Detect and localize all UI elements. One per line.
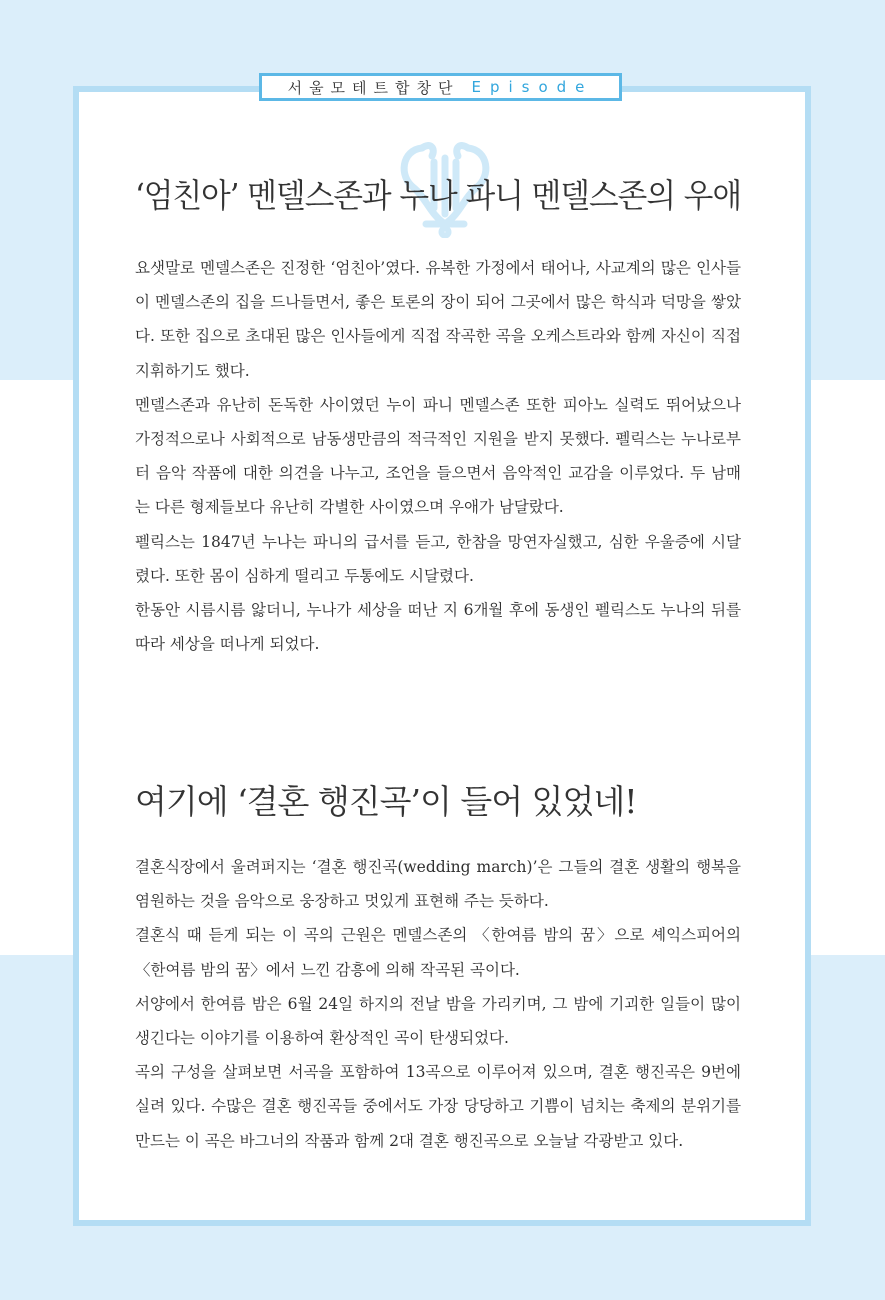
section2-title: 여기에 ‘결혼 행진곡’이 들어 있었네! <box>135 782 637 821</box>
section1-paragraph: 멘델스존과 유난히 돈독한 사이였던 누이 파니 멘델스존 또한 피아노 실력도 뛰어났으나 가정적으로나 사회적으로 남동생만큼의 적극적인 지원을 받지 못했다. 펠릭스는 누나로부터 음악 작품에 대한 의견을 나누고, 조언을 들으면서 음악적인 교감을 이루었다. 두 남매는 다른 형제들보다 유난히 각별한 사이였으며 우애가 남달랐다. <box>135 395 741 517</box>
section1-body <box>135 251 741 661</box>
section1-paragraph: 펠릭스는 1847년 누나는 파니의 급서를 듣고, 한참을 망연자실했고, 심한 우울증에 시달렸다. 또한 몸이 심하게 떨리고 두통에도 시달렸다. <box>135 532 741 585</box>
section1-title: ‘엄친아’ 멘델스존과 누나 파니 멘델스존의 우애 <box>135 176 742 215</box>
series-header <box>259 73 622 101</box>
section2-paragraph: 결혼식 때 듣게 되는 이 곡의 근원은 멘델스존의 〈한여름 밤의 꿈〉으로 셰익스피어의 〈한여름 밤의 꿈〉에서 느낀 감흥에 의해 작곡된 곡이다. <box>135 926 741 979</box>
section2-paragraph: 서양에서 한여름 밤은 6월 24일 하지의 전날 밤을 가리키며, 그 밤에 기괴한 일들이 많이 생긴다는 이야기를 이용하여 환상적인 곡이 탄생되었다. <box>135 994 741 1048</box>
section1-paragraph: 요샛말로 멘델스존은 진정한 ‘엄친아’였다. 유복한 가정에서 태어나, 사교계의 많은 인사들이 멘델스존의 집을 드나들면서, 좋은 토론의 장이 되어 그곳에서 많은 학식과 덕망을 쌓았다. 또한 집으로 초대된 많은 인사들에게 직접 작곡한 곡을 오케스트라와 함께 자신이 직접 지휘하기도 했다. <box>135 259 741 380</box>
episode-label: Episode <box>471 78 594 96</box>
section1-paragraph: 한동안 시름시름 앓더니, 누나가 세상을 떠난 지 6개월 후에 동생인 펠릭스도 누나의 뒤를 따라 세상을 떠나게 되었다. <box>135 601 741 654</box>
section2-paragraph: 결혼식장에서 울려퍼지는 ‘결혼 행진곡(wedding march)’은 그들의 결혼 생활의 행복을 염원하는 것을 음악으로 웅장하고 멋있게 표현해 주는 듯하다. <box>135 858 741 911</box>
choir-name: 서울모테트합창단 <box>287 78 460 97</box>
section2-body <box>135 850 741 1158</box>
section2-paragraph: 곡의 구성을 살펴보면 서곡을 포함하여 13곡으로 이루어져 있으며, 결혼 행진곡은 9번에 실려 있다. 수많은 결혼 행진곡들 중에서도 가장 당당하고 기쁨이 넘치는 축제의 분위기를 만드는 이 곡은 바그너의 작품과 함께 2대 결혼 행진곡으로 오늘날 각광받고 있다. <box>135 1063 741 1150</box>
